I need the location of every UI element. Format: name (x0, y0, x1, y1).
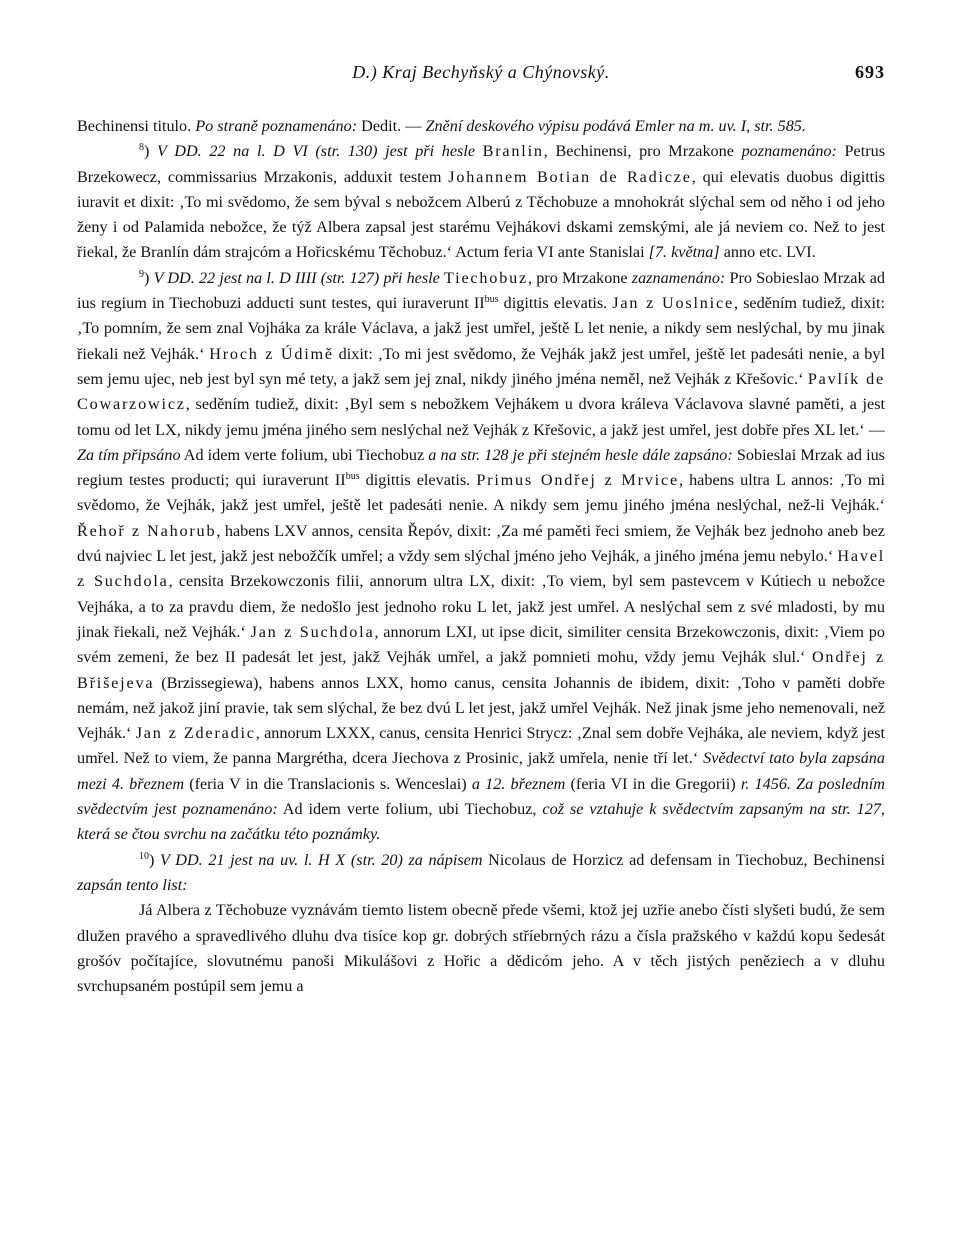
text-segment: Sobieslai Mrzak ad ius regium testes producti; qui iuraverunt II (77, 445, 885, 490)
spaced-name: Řehoř z Nahorub (77, 521, 217, 540)
text-segment: (feria VI in die Gregorii) (565, 774, 741, 793)
page-body (77, 114, 885, 999)
editorial-note: Za tím připsáno (77, 445, 181, 464)
editorial-note: r. 1456. Za posledním svědectvím jest poznamenáno: (77, 774, 885, 819)
editorial-note: zapsán tento list: (77, 875, 188, 894)
text-segment: , annorum LXI, ut ipse dicit, similiter censita Brzekowczonis, dixit: ‚Viem po svém zemeni, že bez II padesát let jest, jakž Vejhák umřel, a jakž pomnieti mohu, vždy jemu Vejhák slul.‘ (77, 622, 885, 667)
spaced-name: Branlin (482, 142, 544, 161)
text-paragraph (77, 266, 885, 848)
text-segment: anno etc. LVI. (719, 243, 816, 262)
editorial-note: Po straně poznamenáno: (195, 117, 358, 135)
text-segment: ) (144, 142, 158, 161)
spaced-name: Jan z Suchdola (250, 622, 375, 641)
superscript: bus (484, 294, 499, 306)
text-segment: , Bechinensi, pro Mrzakone (543, 142, 742, 161)
text-segment: Ad idem verte folium, ubi Tiechobuz (180, 445, 429, 464)
editorial-note: což se vztahuje k svědectvím zapsaným na str. 127, která se čtou svrchu na začátku této poznámky. (77, 800, 885, 844)
editorial-note: Znění deskového výpisu podává Emler na m. uv. I, str. 585. (425, 117, 806, 135)
text-segment: Bechinensi titulo. (77, 117, 196, 135)
text-segment: (Brzissegiewa), habens annos LXX, homo canus, censita Johannis de ibidem, dixit: ‚Toho v paměti dobře nemám, než jakož jiní pravie, tak sem slýchal, že bez dvú L let jest, jakž umřel Vejhák. Než jinak jsme jeho nemenovali, než Vejhák.‘ (77, 673, 885, 743)
text-segment: , censita Brzekowczonis filii, annorum ultra LX, dixit: ‚To viem, byl sem pastevcem v Kútiech u nebožce Vejháka, a to za pravdu diem, že nedošlo jest jednoho roku L let, jakž jest umřel. A neslýchal sem z své mladosti, by mu jinak řiekali, než Vejhák.‘ (77, 572, 885, 641)
text-segment: , pro Mrzakone (527, 268, 632, 287)
editorial-note: [7. května] (648, 243, 720, 262)
spaced-name: Ondřej z Břišejeva (77, 648, 885, 692)
superscript: 8 (139, 142, 144, 154)
editorial-note: Svědectví tato byla zapsána mezi 4. březnem (77, 749, 885, 793)
page (77, 62, 885, 999)
editorial-note: V DD. 21 jest na uv. l. H X (str. 20) za nápisem (160, 850, 483, 869)
superscript: bus (345, 471, 360, 483)
text-segment: Petrus Brzekowecz, commissarius Mrzakonis, adduxit testem (77, 142, 886, 186)
text-segment: digittis elevatis. (498, 294, 613, 313)
superscript: 10 (139, 850, 149, 862)
superscript: 9 (139, 268, 144, 280)
text-segment: , annorum LXXX, canus, censita Henrici Strycz: ‚Znal sem dobře Vejháka, ale neviem, když jest umřel. Než to viem, že panna Margrétha, dcera Jiechova z Prosinic, jakž umřela, nenie tří let.‘ (77, 724, 885, 768)
text-segment: dixit: ‚To mi jest svědomo, že Vejhák jakž jest umřel, ještě let padesáti nenie, a byl sem jemu ujec, neb jest byl syn mé tety, a jakž sem jej znal, nikdy jiného jména neměl, než Vejhák z Křešovic.‘ (77, 344, 885, 388)
text-segment: ) (149, 850, 161, 869)
editorial-note: zaznamenáno: (631, 268, 726, 287)
spaced-name: Primus Ondřej z Mrvice (476, 471, 679, 490)
text-segment: , seděním tudiež, dixit: ‚Byl sem s nebožkem Vejhákem u dvora králeva Václavova slavné paměti, a jest tomu od let LX, nikdy jemu jména jiného sem neslýchal než Vejhák z Křešovic, a jakž jest umřel, jest dobře přes XL let.‘ — (77, 395, 885, 439)
text-segment: ) (144, 268, 154, 287)
text-paragraph (77, 114, 885, 139)
text-paragraph (77, 139, 885, 265)
header-title: D.) Kraj Bechyňský a Chýnovský. (352, 62, 610, 82)
text-segment: (feria V in die Translacionis s. Wenceslai) (184, 774, 472, 793)
spaced-name: Hroch z Údimě (209, 344, 334, 363)
text-segment: digittis elevatis. (359, 471, 477, 490)
spaced-name: Jan z Uoslnice (612, 294, 734, 313)
editorial-note: V DD. 22 jest na l. D IIII (str. 127) při hesle (153, 268, 440, 287)
text-segment: Nicolaus de Horzicz ad defensam in Tiechobuz, Bechinensi (482, 850, 885, 869)
text-segment: , qui elevatis duobus digittis iuravit et dixit: ‚To mi svědomo, že sem býval s nebožcem Alberú z Těchobuze a mnohokrát slýchal sem od něho i od jeho ženy i od Palamida nebožce, že týž Albera zapsal jest starému Vejhákovi dskami zemskými, ale já neviem co. Než to jest řiekal, že Branlín dám strajcóm a Hořicskému Těchobuz.‘ Actum feria VI ante Stanislai (77, 167, 885, 262)
text-paragraph (77, 898, 885, 999)
spaced-name: Tiechobuz (444, 268, 528, 287)
page-number: 693 (855, 62, 885, 82)
text-segment (475, 142, 483, 160)
text-segment: Dedit. — (357, 117, 426, 135)
text-segment: , habens ultra L annos: ‚To mi svědomo, že Vejhák, jakž jest umřel, ještě let padesáti nenie. A nikdy sem jemu jiného jména neslýchal, než-li Vejhák.‘ (77, 471, 886, 515)
editorial-note: a na str. 128 je při stejném hesle dále zapsáno: (428, 445, 733, 464)
spaced-name: Johannem Botian de Radicze (448, 167, 692, 186)
text-paragraph (77, 848, 885, 899)
spaced-name: Havel z Suchdola (77, 547, 885, 591)
spaced-name: Pavlík de Cowarzowicz (77, 369, 885, 414)
text-segment: Pro Sobieslao Mrzak ad ius regium in Tiechobuzi adducti sunt testes, qui iuraverunt II (77, 268, 886, 313)
editorial-note: a 12. březnem (471, 774, 566, 793)
editorial-note: poznamenáno: (741, 142, 837, 161)
editorial-note: V DD. 22 na l. D VI (str. 130) jest při hesle (157, 142, 475, 161)
text-segment: Ad idem verte folium, ubi Tiechobuz, (277, 800, 543, 819)
text-segment: , habens LXV annos, censita Řepóv, dixit: ‚Za mé paměti řeci smiem, že Vejhák bez jednoho aneb bez dvú najviec L let jest, jakž jest nebožčík umřel; a vždy sem slýchal jméno jeho Vejhák, a jiného jména jemu nebylo.‘ (77, 521, 885, 566)
spaced-name: Jan z Zderadic (135, 724, 256, 743)
text-segment: Já Albera z Těchobuze vyznávám tiemto listem obecně přede všemi, ktož jej uzřie anebo čísti slyšeti budú, že sem dlužen pravého a spravedlivého dluhu dva tisíce kop gr. dobrých stříebrných rázu a čísla pražského v každú kopu šedesát grošóv počítajíce, slovutnému panoši Mikulášovi z Hořic a dědicóm jeho. A v těch jistých peněziech a v dluhu svrchupsaném postúpil sem jemu a (77, 901, 885, 996)
text-segment: , seděním tudiež, dixit: ‚To pomním, že sem znal Vojháka za krále Václava, a jakž jest umřel, ještě L let nenie, a nikdy sem neslýchal, by mu jinak řiekali než Vejhák.‘ (77, 294, 885, 363)
running-header (77, 62, 885, 92)
